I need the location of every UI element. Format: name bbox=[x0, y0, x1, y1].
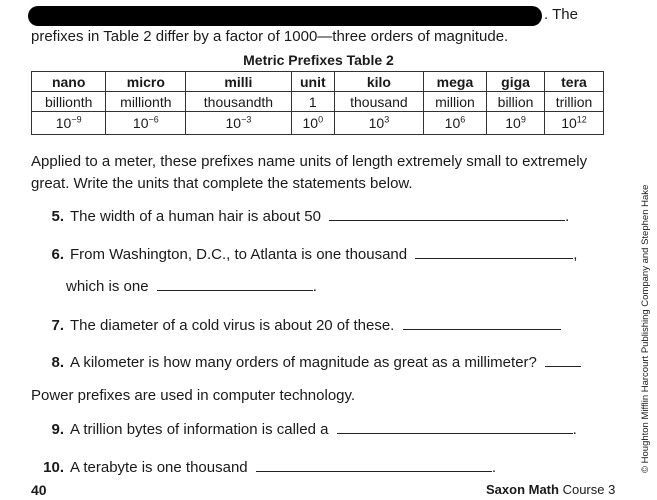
answer-blank-9[interactable] bbox=[337, 419, 573, 434]
answer-blank-10[interactable] bbox=[256, 457, 492, 472]
instructions-paragraph: Applied to a meter, these prefixes name units of length extremely small to extremely great. Write the units that complete the statements below. bbox=[31, 153, 588, 192]
question-text: A kilometer is how many orders of magnitude as great as a millimeter? bbox=[70, 354, 537, 371]
power-base: 10 bbox=[132, 115, 149, 131]
question-text: A terabyte is one thousand bbox=[70, 459, 248, 476]
power-cell bbox=[186, 112, 291, 135]
question-number: 10. bbox=[43, 459, 64, 476]
power-base: 10 bbox=[55, 115, 72, 131]
word-cell: million bbox=[423, 92, 486, 112]
header-cell: nano bbox=[32, 72, 106, 92]
word-cell: thousand bbox=[335, 92, 424, 112]
word-cell: 1 bbox=[291, 92, 334, 112]
header-cell: giga bbox=[487, 72, 545, 92]
copyright-notice: © Houghton Mifflin Harcourt Publishing Company and Stephen Hake bbox=[640, 184, 651, 473]
header-cell: tera bbox=[544, 72, 603, 92]
word-cell: billion bbox=[487, 92, 545, 112]
power-base: 10 bbox=[368, 115, 385, 131]
power-base: 10 bbox=[505, 115, 521, 131]
word-cell: millionth bbox=[106, 92, 186, 112]
question-7 bbox=[30, 315, 561, 334]
word-cell: thousandth bbox=[186, 92, 291, 112]
power-exponent: 12 bbox=[576, 114, 587, 125]
power-base: 10 bbox=[302, 115, 319, 131]
page-number: 40 bbox=[31, 482, 47, 498]
power-exponent: −3 bbox=[241, 114, 252, 125]
table-row-words bbox=[32, 92, 604, 112]
question-number: 9. bbox=[51, 421, 64, 438]
header-cell: milli bbox=[186, 72, 291, 92]
power-base: 10 bbox=[561, 115, 577, 131]
power-exponent: 0 bbox=[318, 114, 324, 125]
header-cell: mega bbox=[423, 72, 486, 92]
header-cell: micro bbox=[106, 72, 186, 92]
word-cell: billionth bbox=[32, 92, 106, 112]
power-cell bbox=[335, 112, 424, 135]
question-6 bbox=[30, 244, 577, 263]
question-9 bbox=[30, 419, 577, 438]
table-header-row bbox=[32, 72, 604, 92]
power-exponent: −9 bbox=[71, 114, 82, 125]
question-end: , bbox=[573, 246, 578, 263]
question-10 bbox=[30, 457, 496, 476]
question-end: . bbox=[572, 421, 577, 438]
power-exponent: 3 bbox=[384, 114, 390, 125]
question-text: From Washington, D.C., to Atlanta is one thousand bbox=[70, 246, 408, 263]
power-exponent: 6 bbox=[460, 114, 466, 125]
power-cell bbox=[106, 112, 186, 135]
power-cell bbox=[291, 112, 334, 135]
redaction-bar bbox=[28, 6, 542, 26]
question-end: . bbox=[565, 208, 570, 225]
question-end: . bbox=[491, 459, 496, 476]
computer-prefix-paragraph: Power prefixes are used in computer technology. bbox=[31, 387, 356, 404]
answer-blank-6b[interactable] bbox=[157, 276, 313, 291]
power-cell bbox=[487, 112, 545, 135]
power-base: 10 bbox=[444, 115, 461, 131]
header-cell: unit bbox=[291, 72, 334, 92]
question-6-continued bbox=[66, 276, 317, 295]
answer-blank-6a[interactable] bbox=[415, 244, 573, 259]
metric-prefix-table bbox=[31, 71, 604, 135]
power-cell bbox=[544, 112, 603, 135]
power-exponent: −6 bbox=[148, 114, 159, 125]
book-title-rest: Course 3 bbox=[558, 482, 616, 497]
answer-blank-5[interactable] bbox=[329, 206, 565, 221]
word-cell: trillion bbox=[544, 92, 603, 112]
intro-text-tail: . The bbox=[544, 6, 578, 23]
question-number: 6. bbox=[51, 246, 64, 263]
answer-blank-7[interactable] bbox=[403, 315, 561, 330]
answer-blank-8[interactable] bbox=[545, 352, 581, 367]
question-number: 5. bbox=[51, 208, 64, 225]
question-text: The width of a human hair is about 50 bbox=[70, 208, 321, 225]
header-cell: kilo bbox=[335, 72, 424, 92]
book-title bbox=[486, 482, 615, 497]
question-text: which is one bbox=[66, 278, 149, 295]
book-title-bold: Saxon Math bbox=[486, 482, 559, 497]
power-cell bbox=[423, 112, 486, 135]
power-cell bbox=[32, 112, 106, 135]
question-8 bbox=[30, 352, 581, 371]
question-5 bbox=[30, 206, 569, 225]
question-end: . bbox=[312, 278, 317, 295]
table-row-powers bbox=[32, 112, 604, 135]
question-text: A trillion bytes of information is called a bbox=[70, 421, 329, 438]
intro-text: prefixes in Table 2 differ by a factor of 1000—three orders of magnitude. bbox=[31, 28, 509, 45]
question-number: 8. bbox=[51, 354, 64, 371]
power-exponent: 9 bbox=[520, 114, 526, 125]
question-text: The diameter of a cold virus is about 20 of these. bbox=[70, 317, 395, 334]
power-base: 10 bbox=[225, 115, 242, 131]
question-number: 7. bbox=[51, 317, 64, 334]
table-title: Metric Prefixes Table 2 bbox=[243, 52, 394, 68]
